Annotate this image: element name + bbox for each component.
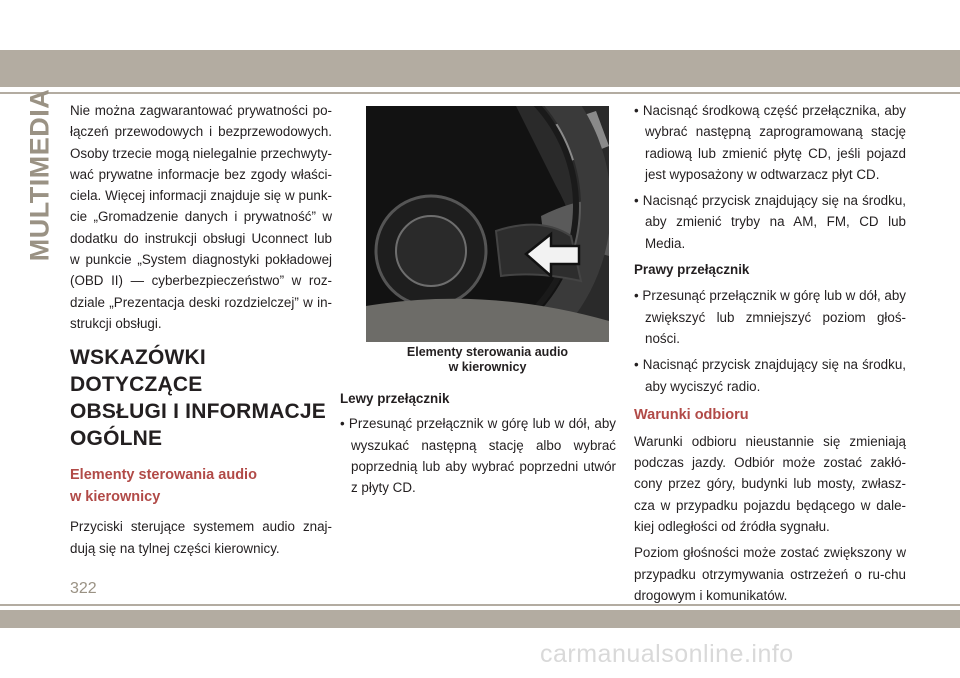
right-switch-heading: Prawy przełącznik <box>634 262 750 278</box>
header-rule <box>0 92 960 94</box>
subsection-heading-line: Elementy sterowania audio <box>70 467 257 484</box>
steering-wheel-illustration <box>366 106 609 342</box>
section-side-label: MULTIMEDIA <box>24 88 55 262</box>
left-switch-heading: Lewy przełącznik <box>340 391 450 406</box>
section-heading-line: OGÓLNE <box>70 427 163 451</box>
section-heading-line: OBSŁUGI I INFORMACJE <box>70 400 327 424</box>
bullet-item: • Nacisnąć przycisk znajdujący się na środku, aby wyciszyć radio. <box>634 357 906 394</box>
column-left <box>70 100 332 559</box>
caption-line: Elementy sterowania audio <box>406 345 569 359</box>
footer-rule <box>0 604 960 606</box>
reception-paragraph: Warunki odbioru nieustannie się zmieniają podczas jazdy. Odbiór może zostać zakłó-cony przez góry, budynki lub mosty, zwłasz-cza w przypadku pojazdu będącego w dale-kiej odległości od źródła sygnału. <box>634 433 906 535</box>
volume-paragraph: Poziom głośności może zostać zwiększony w przypadku otrzymywania ostrzeżeń o ru-chu drogowym i komunikatów. <box>634 545 906 603</box>
caption-line: w kierownicy <box>448 360 527 374</box>
intro-paragraph: Nie można zagwarantować prywatności po-łączeń przewodowych i bezprzewodowych. Osoby trzecie mogą nielegalnie przechwyty-wać prywatne informacje bez zgody właści-ciela. Więcej informacji znajduje się w punk-cie „Gromadzenie danych i prywatność” w dodatku do instrukcji obsługi Uconnect lub w punkcie „System diagnostyki pokładowej (OBD II) — cyberbezpieczeństwo” w roz-dziale „Prezentacja deski rozdzielczej” w in-strukcji obsługi. <box>70 103 332 331</box>
section-heading-line: WSKAZÓWKI DOTYCZĄCE <box>70 346 206 397</box>
reception-heading: Warunki odbioru <box>634 406 749 423</box>
watermark: carmanualsonline.info <box>540 640 794 668</box>
steering-wheel-photo <box>366 106 609 342</box>
page-number: 322 <box>70 580 97 597</box>
section-heading <box>70 344 332 452</box>
section-side-tab <box>20 88 60 262</box>
bullet-item: • Nacisnąć przycisk znajdujący się na środku, aby zmienić tryby na AM, FM, CD lub Media. <box>634 193 906 251</box>
column-right <box>634 100 906 606</box>
subsection-heading-line: w kierownicy <box>70 489 161 506</box>
column-middle <box>340 388 616 498</box>
bullet-item: • Nacisnąć środkową część przełącznika, aby wybrać następną zaprogramowaną stację radiową lub zmienić płytę CD, jeśli pojazd jest wyposażony w odtwarzacz płyt CD. <box>634 103 906 182</box>
footer-band <box>0 610 960 628</box>
bullet-item: • Przesunąć przełącznik w górę lub w dół, aby zwiększyć lub zmniejszyć poziom głoś-ności. <box>634 288 906 346</box>
bullet-item: • Przesunąć przełącznik w górę lub w dół, aby wyszukać następną stację albo wybrać poprzednią lub aby wybrać poprzedni utwór z płyty CD. <box>340 416 616 496</box>
subsection-heading <box>70 464 332 508</box>
body-paragraph: Przyciski sterujące systemem audio znaj-dują się na tylnej części kierownicy. <box>70 519 332 556</box>
header-band <box>0 50 960 87</box>
figure-caption <box>366 345 609 375</box>
